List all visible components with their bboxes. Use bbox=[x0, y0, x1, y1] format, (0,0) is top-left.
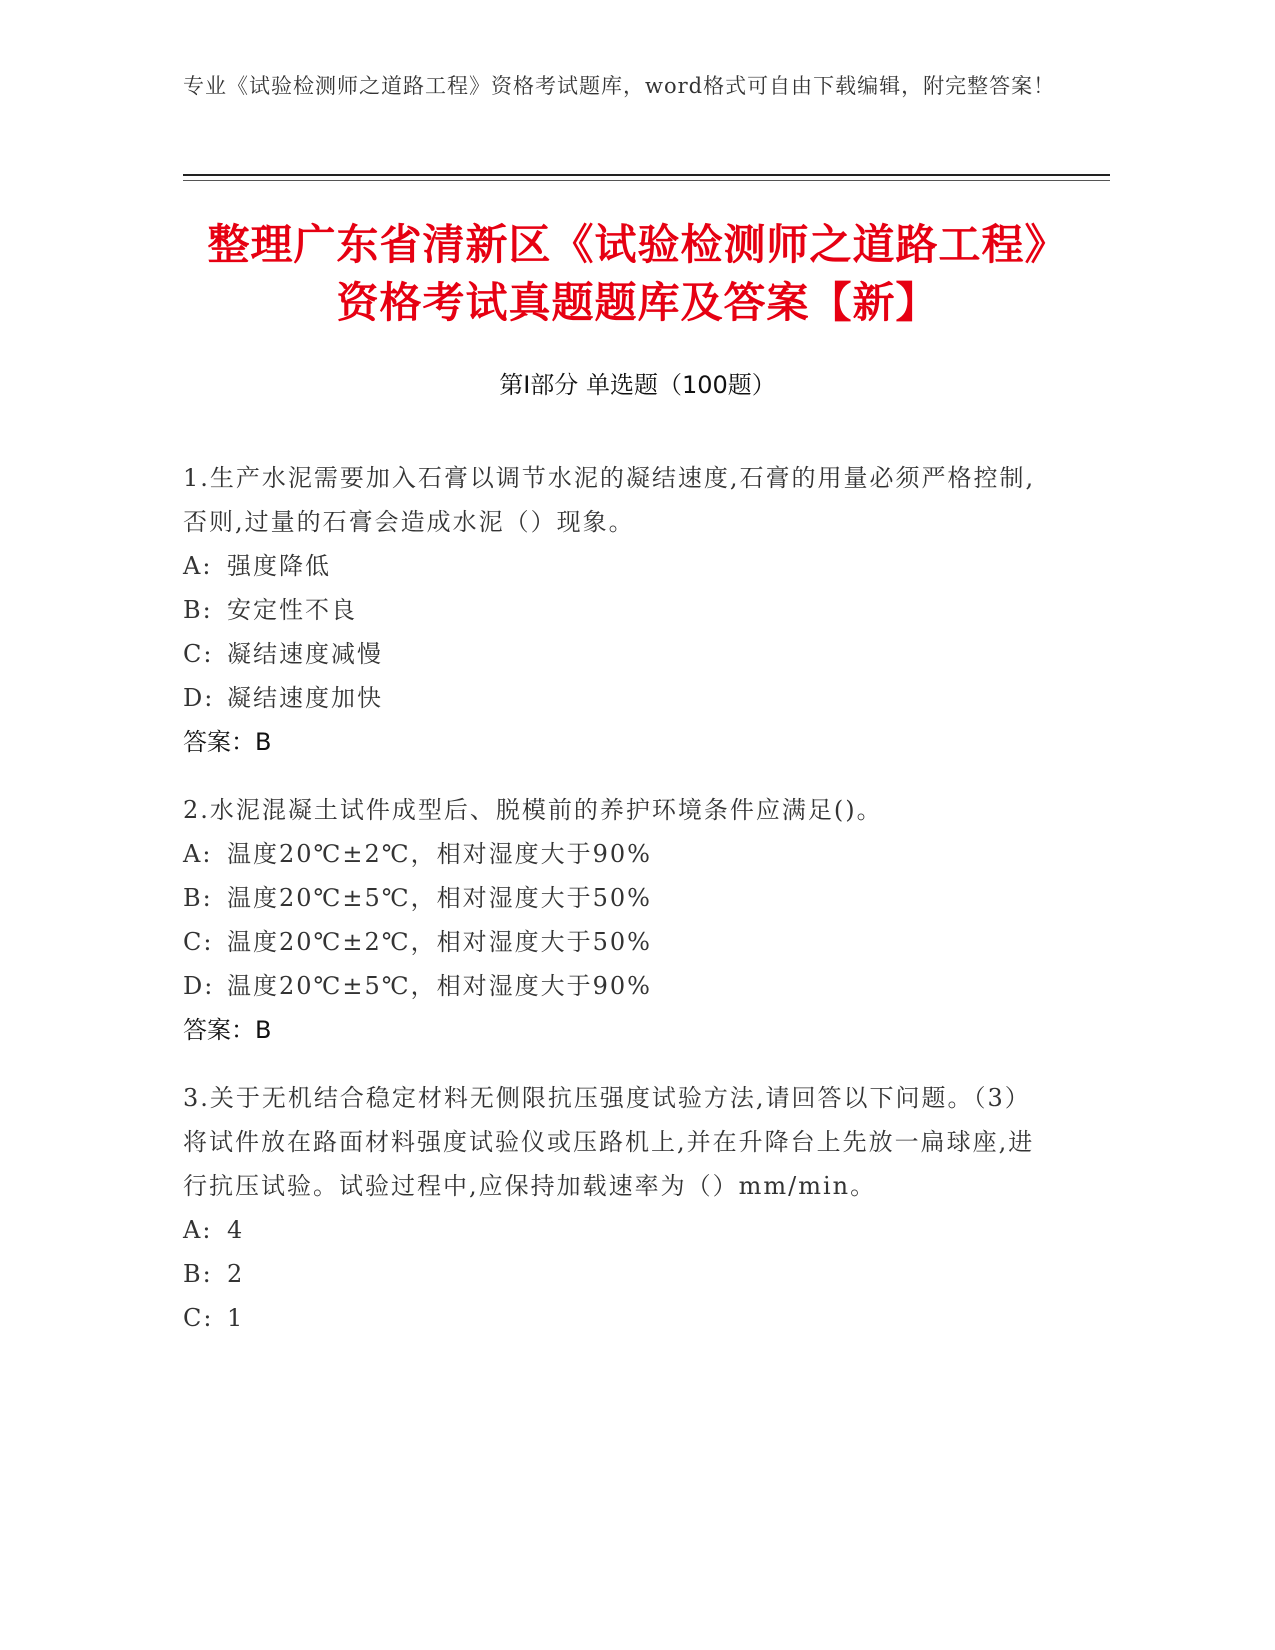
question-stem: 3.关于无机结合稳定材料无侧限抗压强度试验方法,请回答以下问题。（3）将试件放在路面材料强度试验仪或压路机上,并在升降台上先放一扁球座,进行抗压试验。试验过程中,应保持加载速率为（）mm/min。 bbox=[183, 1084, 1035, 1200]
question-stem: 2.水泥混凝土试件成型后、脱模前的养护环境条件应满足()。 bbox=[183, 796, 883, 824]
option-c bbox=[183, 1296, 1043, 1340]
option-letter: B: bbox=[183, 1260, 213, 1288]
option-text: 温度20℃±5℃，相对湿度大于90% bbox=[227, 972, 652, 1000]
document-title: 整理广东省清新区《试验检测师之道路工程》资格考试真题题库及答案【新】 bbox=[207, 220, 1068, 327]
header-divider-thick bbox=[183, 174, 1110, 176]
option-letter: A: bbox=[183, 840, 213, 868]
option-b bbox=[183, 588, 1043, 632]
option-text: 强度降低 bbox=[227, 552, 331, 580]
option-c bbox=[183, 920, 1043, 964]
option-letter: A: bbox=[183, 1216, 213, 1244]
option-letter: C: bbox=[183, 640, 214, 668]
header-note: 专业《试验检测师之道路工程》资格考试题库，word格式可自由下载编辑，附完整答案！ bbox=[183, 74, 1056, 98]
option-letter: A: bbox=[183, 552, 213, 580]
option-letter: B: bbox=[183, 596, 213, 624]
answer: 答案：B bbox=[183, 728, 272, 756]
option-letter: D: bbox=[183, 684, 215, 712]
option-d bbox=[183, 964, 1043, 1008]
option-text: 凝结速度加快 bbox=[227, 684, 383, 712]
option-text: 安定性不良 bbox=[227, 596, 357, 624]
option-letter: C: bbox=[183, 1304, 214, 1332]
option-a bbox=[183, 544, 1043, 588]
option-text: 温度20℃±2℃，相对湿度大于90% bbox=[227, 840, 652, 868]
option-d bbox=[183, 676, 1043, 720]
option-text: 温度20℃±5℃，相对湿度大于50% bbox=[227, 884, 652, 912]
option-b bbox=[183, 876, 1043, 920]
option-a bbox=[183, 1208, 1043, 1252]
question-2 bbox=[183, 788, 1043, 1052]
question-3 bbox=[183, 1076, 1043, 1340]
question-1 bbox=[183, 456, 1043, 764]
option-b bbox=[183, 1252, 1043, 1296]
option-letter: C: bbox=[183, 928, 214, 956]
option-text: 4 bbox=[227, 1216, 245, 1244]
option-text: 1 bbox=[227, 1304, 245, 1332]
question-list bbox=[183, 456, 1043, 1364]
option-a bbox=[183, 832, 1043, 876]
section-heading: 第Ⅰ部分 单选题（100题） bbox=[499, 371, 776, 399]
option-text: 凝结速度减慢 bbox=[227, 640, 383, 668]
option-text: 温度20℃±2℃，相对湿度大于50% bbox=[227, 928, 652, 956]
option-c bbox=[183, 632, 1043, 676]
option-letter: D: bbox=[183, 972, 215, 1000]
answer: 答案：B bbox=[183, 1016, 272, 1044]
question-stem: 1.生产水泥需要加入石膏以调节水泥的凝结速度,石膏的用量必须严格控制,否则,过量的石膏会造成水泥（）现象。 bbox=[183, 464, 1036, 536]
header-divider-thin bbox=[183, 180, 1110, 181]
option-text: 2 bbox=[227, 1260, 245, 1288]
option-letter: B: bbox=[183, 884, 213, 912]
